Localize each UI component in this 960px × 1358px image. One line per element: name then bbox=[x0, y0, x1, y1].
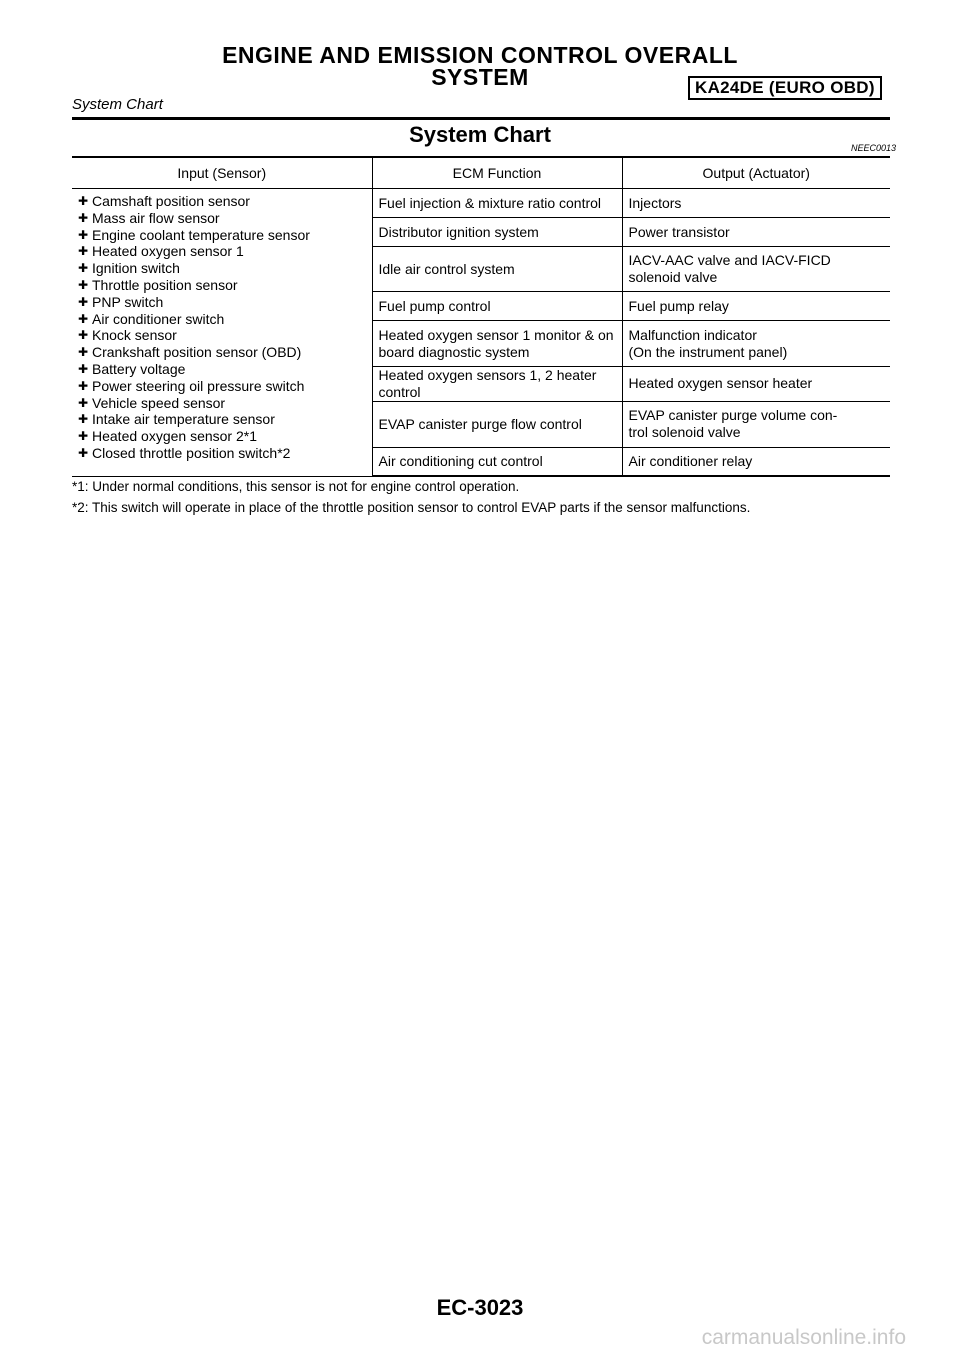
output-line: solenoid valve bbox=[628, 269, 718, 285]
output-line: trol solenoid valve bbox=[628, 424, 741, 441]
header-input-sensor: Input (Sensor) bbox=[72, 157, 372, 189]
list-item: ✚ Intake air temperature sensor bbox=[78, 411, 366, 428]
ecm-function-cell: Fuel pump control bbox=[372, 292, 622, 321]
watermark: carmanualsonline.info bbox=[701, 1326, 906, 1349]
ecm-function-cell bbox=[372, 321, 622, 367]
input-sensor-list bbox=[78, 193, 366, 462]
table-header-row bbox=[72, 157, 890, 189]
function-line: Heated oxygen sensor 1 monitor & on bbox=[378, 326, 614, 343]
list-item: ✚ Knock sensor bbox=[78, 327, 366, 344]
output-actuator-cell: Heated oxygen sensor heater bbox=[622, 367, 890, 402]
output-line: EVAP canister purge volume con- bbox=[628, 407, 838, 424]
list-item: ✚ Crankshaft position sensor (OBD) bbox=[78, 344, 366, 361]
system-chart-table bbox=[72, 156, 890, 477]
output-actuator-cell: Injectors bbox=[622, 189, 890, 218]
section-title: System Chart bbox=[409, 122, 551, 147]
output-line: IACV-AAC valve and IACV-FICD bbox=[628, 252, 831, 269]
page-number: EC-3023 bbox=[436, 1295, 524, 1320]
footnote: *1: Under normal conditions, this sensor is not for engine control operation. bbox=[72, 479, 520, 494]
footnote: *2: This switch will operate in place of the throttle position sensor to control EVAP parts if the sensor malfunctions. bbox=[72, 500, 751, 515]
list-item: ✚ Power steering oil pressure switch bbox=[78, 378, 366, 395]
list-item: ✚ Mass air flow sensor bbox=[78, 210, 366, 227]
list-item: ✚ Heated oxygen sensor 1 bbox=[78, 243, 366, 260]
ecm-function-cell: Air conditioning cut control bbox=[372, 447, 622, 476]
list-item: ✚ Air conditioner switch bbox=[78, 311, 366, 328]
list-item: ✚ Ignition switch bbox=[78, 260, 366, 277]
list-item: ✚ Vehicle speed sensor bbox=[78, 395, 366, 412]
footnotes bbox=[72, 476, 750, 518]
table-row bbox=[72, 189, 890, 218]
output-actuator-cell bbox=[622, 321, 890, 367]
output-actuator-cell: Air conditioner relay bbox=[622, 447, 890, 476]
output-actuator-cell: Power transistor bbox=[622, 218, 890, 247]
list-item: ✚ Camshaft position sensor bbox=[78, 193, 366, 210]
section-code: NEEC0013 bbox=[851, 143, 897, 153]
list-item: ✚ Engine coolant temperature sensor bbox=[78, 227, 366, 244]
list-item: ✚ Throttle position sensor bbox=[78, 277, 366, 294]
list-item: ✚ Heated oxygen sensor 2*1 bbox=[78, 428, 366, 445]
output-actuator-cell: Fuel pump relay bbox=[622, 292, 890, 321]
list-item: ✚ Closed throttle position switch*2 bbox=[78, 445, 366, 462]
list-item: ✚ PNP switch bbox=[78, 294, 366, 311]
input-sensor-list-cell bbox=[72, 189, 372, 477]
output-actuator-cell bbox=[622, 401, 890, 447]
output-line: Malfunction indicator bbox=[628, 326, 757, 343]
list-item: ✚ Battery voltage bbox=[78, 361, 366, 378]
header-ecm-function: ECM Function bbox=[372, 157, 622, 189]
model-badge: KA24DE (EURO OBD) bbox=[688, 76, 882, 100]
ecm-function-cell: Idle air control system bbox=[372, 247, 622, 292]
ecm-function-cell: Fuel injection & mixture ratio control bbox=[372, 189, 622, 218]
output-actuator-cell bbox=[622, 247, 890, 292]
output-line: (On the instrument panel) bbox=[628, 343, 788, 360]
document-title-line2: SYSTEM bbox=[431, 64, 529, 90]
running-head: System Chart bbox=[72, 96, 163, 113]
ecm-function-cell: Heated oxygen sensors 1, 2 heater control bbox=[372, 367, 622, 402]
function-line: board diagnostic system bbox=[378, 343, 530, 360]
document-title-line1: ENGINE AND EMISSION CONTROL OVERALL bbox=[222, 42, 738, 68]
header-output-actuator: Output (Actuator) bbox=[622, 157, 890, 189]
ecm-function-cell: Distributor ignition system bbox=[372, 218, 622, 247]
header-rule bbox=[72, 117, 890, 120]
ecm-function-cell: EVAP canister purge flow control bbox=[372, 401, 622, 447]
